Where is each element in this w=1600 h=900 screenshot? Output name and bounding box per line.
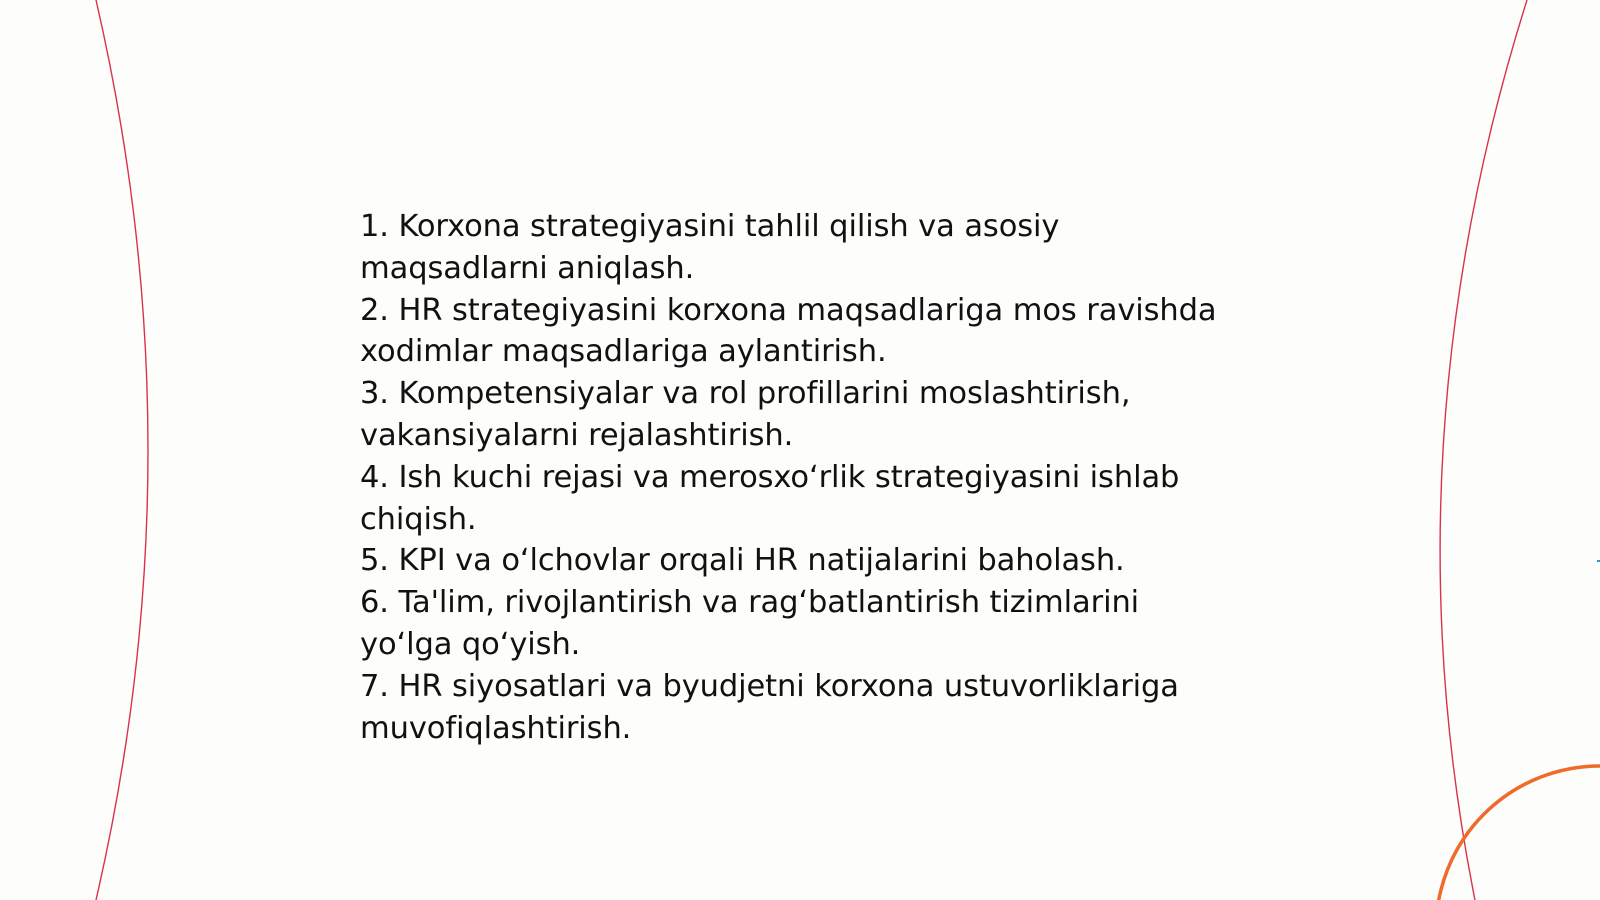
list-item-5: 5. KPI va oʻlchovlar orqali HR natijalarini baholash. [360, 543, 1125, 579]
list-item-1: 1. Korxona strategiyasini tahlil qilish va asosiy maqsadlarni aniqlash. [360, 209, 1060, 286]
list-item-2: 2. HR strategiyasini korxona maqsadlariga mos ravishda xodimlar maqsadlariga aylantirish. [360, 292, 1217, 370]
list-item-3: 3. Kompetensiyalar va rol profillarini moslashtirish, vakansiyalarni rejalashtirish. [360, 376, 1131, 453]
numbered-list [360, 206, 1260, 749]
right-curve-line [1440, 0, 1527, 900]
list-item-6: 6. Ta'lim, rivojlantirish va ragʻbatlantirish tizimlarini yoʻlga qoʻyish. [360, 585, 1140, 662]
orange-circle-arc [1436, 766, 1600, 900]
list-item-4: 4. Ish kuchi rejasi va merosxoʻrlik strategiyasini ishlab chiqish. [360, 459, 1180, 537]
left-curve-line [96, 0, 148, 900]
list-item-7: 7. HR siyosatlari va byudjetni korxona ustuvorliklariga muvofiqlashtirish. [360, 668, 1179, 746]
